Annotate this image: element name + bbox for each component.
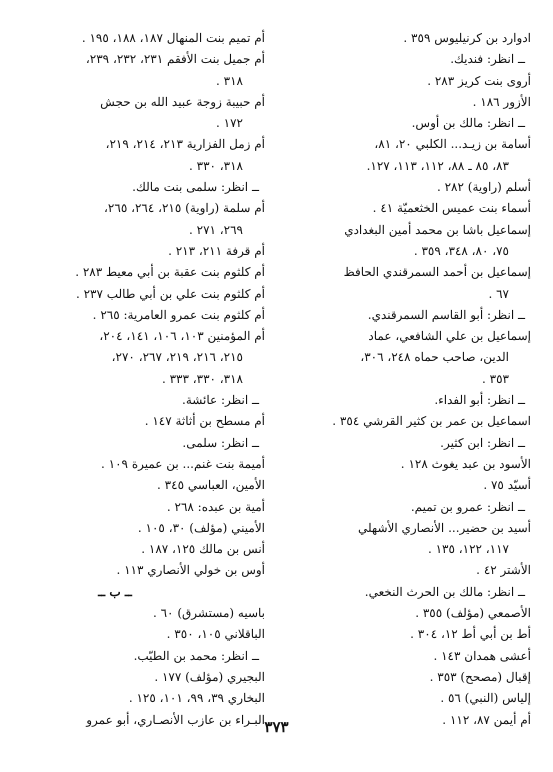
index-cross-reference: ــ انظر: أبو القاسم السمرقندي. [367, 307, 525, 322]
index-entry: أسامة بن زيـد... الكلبي ٢٠، ٨١، [374, 137, 531, 152]
index-entry: باسيه (مستشرق) ٦٠ . [152, 606, 265, 621]
index-entry: أم تميم بنت المنهال ١٨٧، ١٨٨، ١٩٥ . [81, 31, 265, 45]
index-cross-reference: ــ انظر: سلمى بنت مالك. [132, 180, 259, 195]
index-entry-continuation: ٧٥، ٨٠، ٣٤٨، ٣٥٩ . [413, 243, 509, 258]
index-entry: ادوارد بن كرنيليوس ٣٥٩ . [403, 31, 531, 45]
index-entry: الأشتر ٤٢ . [476, 563, 531, 578]
index-entry: إقبال (مصحح) ٣٥٣ . [429, 669, 531, 684]
index-entry: أم جميل بنت الأفقم ٢٣١، ٢٣٢، ٢٣٩، [85, 52, 265, 67]
index-entry-continuation: ٢١٥، ٢١٦، ٢١٩، ٢٦٧، ٢٧٠، [111, 350, 243, 365]
index-entry: البخاري ٣٩، ٩٩، ١٠١، ١٢٥ . [128, 691, 265, 706]
index-entry: إسماعيل باشا بن محمد أمين البغدادي [344, 222, 531, 237]
index-cross-reference: ــ انظر: عائشة. [182, 393, 259, 408]
index-entry: أعشى همدان ١٤٣ . [433, 648, 531, 663]
index-cross-reference: ــ انظر: محمد بن الطيّب. [133, 648, 259, 663]
index-entry: أسلم (راوية) ٢٨٢ . [436, 180, 531, 195]
index-entry: أم كلثوم بنت عقبة بن أبي معيط ٢٨٣ . [75, 265, 265, 280]
index-entry-continuation: ٣٥٣ . [482, 371, 509, 386]
index-column-right [276, 28, 531, 731]
index-entry-continuation: ٣١٨، ٣٣٠، ٣٣٣ . [161, 371, 243, 386]
index-column-left [25, 28, 265, 731]
index-entry: الأصمعي (مؤلف) ٣٥٥ . [415, 606, 531, 621]
index-entry: اسماعيل بن عمر بن كثير القرشي ٣٥٤ . [332, 414, 531, 429]
index-entry: البـراء بن عازب الأنصـاري، أبو عمرو [86, 712, 265, 727]
index-cross-reference: ــ انظر: مالك بن أوس. [411, 116, 525, 131]
index-entry: أسيد بن حضير... الأنصاري الأشهلي [357, 520, 531, 535]
index-entry: أم كلثوم بنت علي بن أبي طالب ٢٣٧ . [75, 286, 265, 301]
index-cross-reference: ــ انظر: مالك بن الحرث النخعي. [364, 584, 525, 599]
index-entry: أم حبيبة زوجة عبيد الله بن حجش [100, 94, 265, 109]
index-entry-continuation: ٨٣، ٨٥ ـ ٨٨، ١١٢، ١١٣، ١٢٧. [366, 158, 509, 173]
index-entry: أم كلثوم بنت عمرو العامرية: ٢٦٥ . [92, 307, 265, 322]
index-entry-continuation: ٣١٨ . [216, 73, 243, 88]
index-entry: الأميني (مؤلف) ٣٠، ١٠٥ . [137, 520, 265, 535]
index-cross-reference: ــ انظر: فنديك. [450, 52, 525, 67]
index-entry: أسماء بنت عميس الخثعميّة ٤١ . [372, 201, 531, 216]
index-cross-reference: ــ انظر: عمرو بن تميم. [410, 499, 525, 514]
index-entry: إسماعيل بن علي الشافعي، عماد [368, 329, 531, 344]
index-entry: الباقلاني ١٠٥، ٣٥٠ . [166, 627, 265, 642]
index-entry: أم مسطح بن أثاثة ١٤٧ . [144, 414, 265, 429]
index-entry: إلياس (النبي) ٥٦ . [440, 691, 531, 706]
index-cross-reference: ــ انظر: ابن كثير. [440, 435, 525, 450]
index-entry: البجيري (مؤلف) ١٧٧ . [154, 669, 265, 684]
index-entry-continuation: ٣١٨، ٣٣٠ . [188, 158, 243, 173]
index-entry: أنس بن مالك ١٢٥، ١٨٧ . [141, 542, 265, 557]
page-number: ٣٧٣ [264, 718, 289, 736]
index-entry: أط بن أبي أط ١٢، ٣٠٤ . [410, 627, 531, 642]
index-entry: الأمين، العباسي ٣٤٥ . [157, 478, 265, 493]
index-entry: أوس بن خولي الأنصاري ١١٣ . [116, 563, 265, 578]
index-entry-continuation: ١١٧، ١٢٢، ١٣٥ . [427, 542, 509, 557]
index-entry-continuation: ١٧٢ . [216, 116, 243, 131]
index-entry: أم أيمن ٨٧، ١١٢ . [442, 712, 531, 727]
index-entry-continuation: ٦٧ . [488, 286, 509, 301]
index-entry-continuation: الدين، صاحب حماه ٢٤٨، ٣٠٦، [360, 350, 509, 365]
index-entry: الأسود بن عبد يغوث ١٢٨ . [400, 456, 531, 471]
index-entry: أم زمل الفزارية ٢١٣، ٢١٤، ٢١٩، [105, 137, 265, 152]
index-entry: أم قرفة ٢١١، ٢١٣ . [168, 243, 265, 258]
index-entry: أم المؤمنين ١٠٣، ١٠٦، ١٤١، ٢٠٤، [99, 329, 265, 344]
index-entry: إسماعيل بن أحمد السمرقندي الحافظ [343, 265, 531, 280]
index-entry: أميمة بنت غنم... بن عميرة ١٠٩ . [101, 456, 265, 471]
index-entry: أم سلمة (راوية) ٢١٥، ٢٦٤، ٢٦٥، [104, 201, 265, 216]
index-entry-continuation: ٢٦٩، ٢٧١ . [188, 222, 243, 237]
index-entry: أروى بنت كريز ٢٨٣ . [427, 73, 531, 88]
index-cross-reference: ــ انظر: سلمى. [182, 435, 259, 450]
index-entry: الأزور ١٨٦ . [472, 94, 531, 109]
index-cross-reference: ــ انظر: أبو الفداء. [434, 393, 525, 408]
index-entry: أمية بن عبده: ٢٦٨ . [166, 499, 265, 514]
index-entry: أسيّد ٧٥ . [483, 478, 531, 493]
index-letter-heading: ــ ب ــ [98, 584, 132, 599]
